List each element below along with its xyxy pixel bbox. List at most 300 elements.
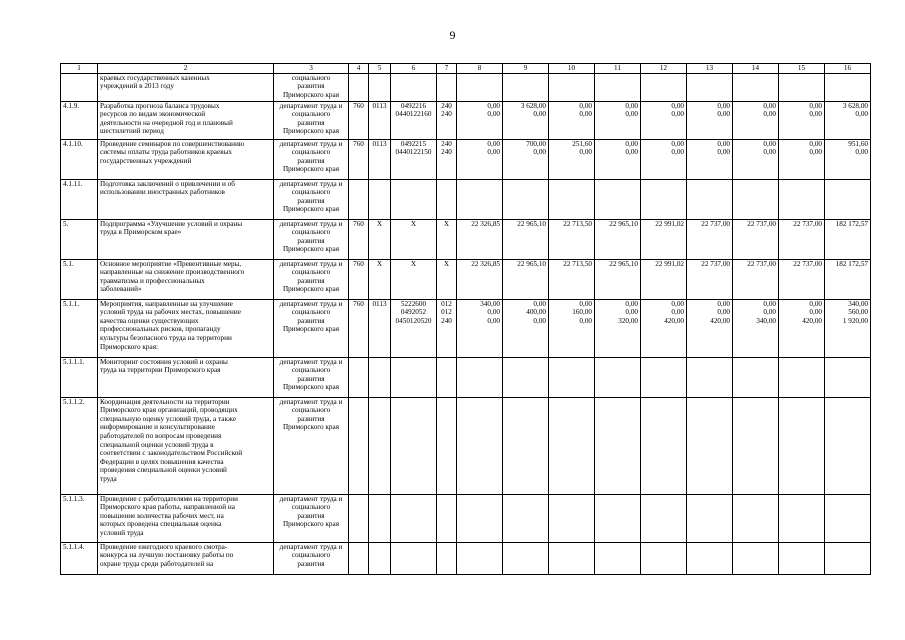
page-number: 9	[449, 28, 456, 42]
row-grbs: 760	[349, 259, 369, 299]
row-amount-value: 0,00	[579, 148, 592, 157]
row-amount	[595, 397, 641, 494]
row-amount-value: 560,00	[848, 308, 868, 317]
row-amount	[503, 101, 549, 139]
row-vr-value: 240	[441, 101, 452, 110]
row-amount	[503, 73, 549, 101]
row-name: Проведение ежегодного краевого смотра- конкурса на лучшую постановку работы по охране труда среди работодателей на	[98, 542, 274, 574]
row-amount	[779, 101, 825, 139]
row-executor: департамент труда и социального развития Приморского края	[274, 494, 349, 542]
row-amount	[549, 179, 595, 219]
row-amount-value: 340,00	[848, 299, 868, 308]
row-rzpr	[369, 494, 391, 542]
row-amount	[779, 73, 825, 101]
table-row	[61, 299, 871, 357]
row-amount-value: 0,00	[855, 148, 868, 157]
row-amount-value: 0,00	[763, 139, 776, 148]
row-vr	[437, 179, 457, 219]
row-amount	[503, 299, 549, 357]
row-executor: департамент труда и социального развития Приморского края	[274, 101, 349, 139]
table-row	[61, 357, 871, 397]
row-amount-value: 0,00	[487, 139, 500, 148]
row-amount-value: 0,00	[625, 299, 638, 308]
row-csr	[391, 299, 437, 357]
header-cell: 15	[779, 64, 825, 74]
row-amount-value: 0,00	[579, 110, 592, 119]
row-amount-value: 0,00	[717, 101, 730, 110]
row-grbs: 760	[349, 299, 369, 357]
row-amount-value: 0,00	[809, 101, 822, 110]
row-amount-value: 420,00	[710, 316, 730, 325]
row-amount-value: 420,00	[664, 316, 684, 325]
row-amount-value: 22 965,10	[517, 259, 546, 268]
row-amount-value: 0,00	[809, 308, 822, 317]
row-amount	[457, 357, 503, 397]
row-amount	[733, 542, 779, 574]
row-amount-value: 0,00	[809, 148, 822, 157]
row-name: Проведение с работодателями на территории Приморского края работы, направленной на повышение количества рабочих мест, на которых проведена специальная оценка условий труда	[98, 494, 274, 542]
row-amount-value: 0,00	[717, 308, 730, 317]
row-amount	[641, 494, 687, 542]
table-row	[61, 397, 871, 494]
row-amount	[825, 494, 871, 542]
row-amount	[779, 219, 825, 259]
row-amount	[687, 139, 733, 179]
row-vr	[437, 101, 457, 139]
row-amount	[641, 357, 687, 397]
row-amount	[503, 357, 549, 397]
row-amount-value: 951,60	[848, 139, 868, 148]
row-amount	[503, 219, 549, 259]
row-csr-value: 0492052	[400, 308, 427, 317]
row-amount	[595, 494, 641, 542]
row-amount	[687, 101, 733, 139]
row-amount-value: 0,00	[579, 316, 592, 325]
row-vr-value: Х	[443, 219, 450, 228]
row-amount	[687, 73, 733, 101]
row-grbs	[349, 397, 369, 494]
header-cell: 13	[687, 64, 733, 74]
row-grbs	[349, 542, 369, 574]
row-amount-value: 0,00	[625, 110, 638, 119]
header-cell: 9	[503, 64, 549, 74]
row-amount-value: 0,00	[671, 308, 684, 317]
row-amount	[595, 299, 641, 357]
row-amount-value: 0,00	[625, 101, 638, 110]
row-amount-value: 700,00	[526, 139, 546, 148]
row-amount	[641, 259, 687, 299]
row-amount	[549, 542, 595, 574]
row-amount	[687, 299, 733, 357]
row-csr-value: Х	[410, 219, 417, 228]
row-vr	[437, 542, 457, 574]
row-amount-value: 22 737,00	[747, 259, 776, 268]
table-row	[61, 259, 871, 299]
row-csr-value: Х	[410, 259, 417, 268]
row-executor: департамент труда и социального развития Приморского края	[274, 139, 349, 179]
row-amount	[825, 542, 871, 574]
row-amount	[825, 219, 871, 259]
row-amount	[825, 397, 871, 494]
row-amount-value: 0,00	[487, 148, 500, 157]
row-amount	[641, 542, 687, 574]
row-amount	[687, 357, 733, 397]
row-amount-value: 0,00	[579, 101, 592, 110]
row-amount-value: 320,00	[618, 316, 638, 325]
row-amount	[641, 219, 687, 259]
row-amount	[503, 542, 549, 574]
row-amount-value: 0,00	[717, 139, 730, 148]
row-amount	[733, 494, 779, 542]
header-cell: 5	[369, 64, 391, 74]
row-vr	[437, 357, 457, 397]
row-rzpr: 0113	[369, 299, 391, 357]
row-amount	[779, 259, 825, 299]
row-name: Проведение семинаров по совершенствованию системы оплаты труда работников краевых государственных учреждений	[98, 139, 274, 179]
row-name: краевых государственных казенных учреждений в 2013 году	[98, 73, 274, 101]
row-amount-value: 0,00	[809, 139, 822, 148]
row-amount-value: 22 965,10	[517, 219, 546, 228]
header-cell: 16	[825, 64, 871, 74]
row-amount	[733, 73, 779, 101]
row-csr	[391, 179, 437, 219]
row-amount-value: 0,00	[717, 299, 730, 308]
row-rzpr: Х	[369, 219, 391, 259]
row-amount	[549, 357, 595, 397]
row-amount-value: 22 326,85	[471, 219, 500, 228]
row-vr-value: Х	[443, 259, 450, 268]
row-amount	[457, 179, 503, 219]
row-amount-value: 22 737,00	[793, 259, 822, 268]
row-csr	[391, 397, 437, 494]
row-amount	[779, 299, 825, 357]
row-code: 4.1.10.	[61, 139, 98, 179]
row-amount-value: 0,00	[579, 299, 592, 308]
row-amount	[503, 494, 549, 542]
row-rzpr	[369, 357, 391, 397]
row-amount-value: 22 965,10	[609, 219, 638, 228]
row-amount-value: 0,00	[855, 110, 868, 119]
row-amount	[549, 101, 595, 139]
row-vr-value: 012	[441, 308, 452, 317]
row-amount	[779, 542, 825, 574]
row-amount-value: 0,00	[625, 148, 638, 157]
row-csr	[391, 219, 437, 259]
row-amount	[457, 299, 503, 357]
row-amount	[779, 397, 825, 494]
row-amount	[595, 219, 641, 259]
row-amount	[503, 139, 549, 179]
row-vr	[437, 494, 457, 542]
row-amount	[457, 542, 503, 574]
row-amount	[641, 101, 687, 139]
row-amount-value: 0,00	[671, 101, 684, 110]
row-amount-value: 420,00	[802, 316, 822, 325]
row-amount-value: 22 737,00	[747, 219, 776, 228]
row-amount-value: 22 991,02	[655, 219, 684, 228]
header-cell: 14	[733, 64, 779, 74]
header-cell: 2	[98, 64, 274, 74]
row-name: Координация деятельности на территории Приморского края организаций, проводящих специальную оценку условий труда, а также информирование и консультирование работодателей по вопросам проведения специальной оценки условий труда в соответствии с законодательством Российской Федерации в целях повышения качества проведения специальной оценки условий труда	[98, 397, 274, 494]
row-csr-value: 0492215	[400, 139, 427, 148]
row-executor: департамент труда и социального развития	[274, 542, 349, 574]
row-amount-value: 0,00	[671, 139, 684, 148]
row-amount	[687, 259, 733, 299]
row-csr	[391, 73, 437, 101]
row-amount-value: 182 172,57	[835, 219, 868, 228]
row-amount-value: 22 713,50	[563, 259, 592, 268]
row-rzpr: 0113	[369, 101, 391, 139]
row-amount-value: 251,60	[572, 139, 592, 148]
row-amount-value: 0,00	[717, 148, 730, 157]
row-amount-value: 0,00	[487, 316, 500, 325]
row-amount	[687, 219, 733, 259]
row-executor: департамент труда и социального развития Приморского края	[274, 259, 349, 299]
row-csr-value: 5222600	[400, 299, 427, 308]
row-rzpr: 0113	[369, 139, 391, 179]
row-amount	[549, 73, 595, 101]
row-vr	[437, 259, 457, 299]
header-cell: 4	[349, 64, 369, 74]
header-cell: 12	[641, 64, 687, 74]
row-amount	[641, 397, 687, 494]
row-amount-value: 0,00	[533, 110, 546, 119]
row-amount	[457, 219, 503, 259]
row-executor: департамент труда и социального развития Приморского края	[274, 219, 349, 259]
row-amount-value: 400,00	[526, 308, 546, 317]
row-amount-value: 0,00	[763, 148, 776, 157]
row-amount-value: 22 326,85	[471, 259, 500, 268]
row-amount	[457, 139, 503, 179]
row-executor: департамент труда и социального развития Приморского края	[274, 397, 349, 494]
row-amount	[779, 357, 825, 397]
row-amount-value: 22 965,10	[609, 259, 638, 268]
table-row	[61, 139, 871, 179]
row-amount-value: 1 920,00	[842, 316, 868, 325]
row-grbs	[349, 73, 369, 101]
row-rzpr	[369, 542, 391, 574]
row-amount	[825, 73, 871, 101]
row-amount	[503, 397, 549, 494]
row-amount	[641, 73, 687, 101]
table-row	[61, 179, 871, 219]
row-amount-value: 0,00	[625, 139, 638, 148]
row-amount	[733, 397, 779, 494]
row-vr-value: 240	[441, 139, 452, 148]
row-amount	[779, 139, 825, 179]
row-csr-value: 0492216	[400, 101, 427, 110]
row-amount	[733, 357, 779, 397]
row-amount	[825, 357, 871, 397]
row-csr	[391, 542, 437, 574]
row-amount-value: 22 991,02	[655, 259, 684, 268]
row-amount	[641, 299, 687, 357]
row-amount	[641, 179, 687, 219]
row-csr	[391, 101, 437, 139]
row-code: 5.1.1.2.	[61, 397, 98, 494]
table-row	[61, 542, 871, 574]
row-code: 5.1.	[61, 259, 98, 299]
row-amount	[457, 101, 503, 139]
row-executor: департамент труда и социального развития Приморского края	[274, 179, 349, 219]
header-cell: 1	[61, 64, 98, 74]
row-amount	[733, 219, 779, 259]
row-amount	[457, 494, 503, 542]
row-amount-value: 22 737,00	[793, 219, 822, 228]
row-amount	[733, 139, 779, 179]
row-vr	[437, 139, 457, 179]
row-code: 4.1.9.	[61, 101, 98, 139]
row-grbs: 760	[349, 139, 369, 179]
row-amount	[733, 179, 779, 219]
row-amount	[687, 179, 733, 219]
row-amount-value: 22 737,00	[701, 219, 730, 228]
row-amount	[733, 101, 779, 139]
row-amount	[825, 179, 871, 219]
row-amount-value: 0,00	[671, 110, 684, 119]
row-amount-value: 22 737,00	[701, 259, 730, 268]
row-rzpr	[369, 397, 391, 494]
header-cell: 7	[437, 64, 457, 74]
row-amount	[687, 397, 733, 494]
row-amount	[825, 299, 871, 357]
row-vr-value: 240	[441, 110, 452, 119]
row-name: Подготовка заключений о привлечении и об использовании иностранных работников	[98, 179, 274, 219]
row-amount	[549, 299, 595, 357]
row-amount	[503, 259, 549, 299]
row-amount-value: 0,00	[671, 148, 684, 157]
row-code: 5.1.1.1.	[61, 357, 98, 397]
row-amount	[595, 139, 641, 179]
row-grbs	[349, 494, 369, 542]
row-amount-value: 0,00	[763, 308, 776, 317]
header-cell: 11	[595, 64, 641, 74]
row-vr-value: 240	[441, 316, 452, 325]
row-amount	[595, 259, 641, 299]
row-grbs	[349, 357, 369, 397]
row-amount-value: 0,00	[533, 299, 546, 308]
row-amount-value: 22 713,50	[563, 219, 592, 228]
row-amount	[595, 179, 641, 219]
row-amount-value: 3 628,00	[842, 101, 868, 110]
row-csr-value: 0440122160	[395, 110, 432, 119]
row-amount-value: 0,00	[809, 299, 822, 308]
row-vr	[437, 299, 457, 357]
row-amount	[825, 101, 871, 139]
row-grbs: 760	[349, 101, 369, 139]
row-amount-value: 0,00	[763, 101, 776, 110]
row-vr	[437, 219, 457, 259]
row-vr	[437, 73, 457, 101]
row-vr-value: 012	[441, 299, 452, 308]
header-cell: 8	[457, 64, 503, 74]
row-code: 5.1.1.	[61, 299, 98, 357]
row-csr-value: 0440122150	[395, 148, 432, 157]
row-name: Мониторинг состояния условий и охраны труда на территории Приморского края	[98, 357, 274, 397]
row-grbs	[349, 179, 369, 219]
row-code: 4.1.11.	[61, 179, 98, 219]
row-csr	[391, 357, 437, 397]
row-amount	[549, 397, 595, 494]
row-amount	[595, 542, 641, 574]
row-amount	[457, 397, 503, 494]
table-row	[61, 494, 871, 542]
row-amount-value: 0,00	[487, 101, 500, 110]
row-csr	[391, 259, 437, 299]
row-rzpr	[369, 73, 391, 101]
row-code: 5.1.1.3.	[61, 494, 98, 542]
header-row	[61, 64, 871, 74]
row-csr	[391, 139, 437, 179]
row-amount	[779, 494, 825, 542]
row-amount	[641, 139, 687, 179]
row-amount	[825, 259, 871, 299]
row-vr	[437, 397, 457, 494]
row-amount-value: 182 172,57	[835, 259, 868, 268]
row-amount-value: 0,00	[487, 308, 500, 317]
row-amount-value: 0,00	[809, 110, 822, 119]
row-amount	[549, 494, 595, 542]
row-amount-value: 0,00	[763, 299, 776, 308]
row-amount-value: 0,00	[533, 316, 546, 325]
row-amount	[549, 139, 595, 179]
row-amount-value: 0,00	[533, 148, 546, 157]
row-code: 5.1.1.4.	[61, 542, 98, 574]
header-cell: 6	[391, 64, 437, 74]
program-table	[60, 63, 871, 575]
row-csr-value: 0450120520	[395, 316, 432, 325]
row-executor: департамент труда и социального развития Приморского края	[274, 299, 349, 357]
row-amount-value: 0,00	[625, 308, 638, 317]
row-rzpr: Х	[369, 259, 391, 299]
row-amount	[825, 139, 871, 179]
row-code	[61, 73, 98, 101]
row-amount	[687, 494, 733, 542]
row-name: Подпрограмма «Улучшение условий и охраны труда в Приморском крае»	[98, 219, 274, 259]
row-executor: департамент труда и социального развития Приморского края	[274, 357, 349, 397]
row-amount-value: 0,00	[717, 110, 730, 119]
row-amount-value: 0,00	[487, 110, 500, 119]
header-cell: 10	[549, 64, 595, 74]
row-amount	[687, 542, 733, 574]
row-grbs: 760	[349, 219, 369, 259]
row-amount-value: 160,00	[572, 308, 592, 317]
row-amount	[733, 259, 779, 299]
row-amount	[457, 73, 503, 101]
table-row	[61, 101, 871, 139]
row-amount	[733, 299, 779, 357]
table-row	[61, 73, 871, 101]
row-csr	[391, 494, 437, 542]
row-amount-value: 3 628,00	[520, 101, 546, 110]
row-amount	[549, 259, 595, 299]
row-rzpr	[369, 179, 391, 219]
row-amount-value: 0,00	[671, 299, 684, 308]
row-amount-value: 340,00	[480, 299, 500, 308]
row-name: Основное мероприятие «Превентивные меры, направленные на снижение производственного травматизма и профессиональных заболеваний»	[98, 259, 274, 299]
row-amount	[549, 219, 595, 259]
row-code: 5.	[61, 219, 98, 259]
row-amount	[457, 259, 503, 299]
row-name: Мероприятия, направленные на улучшение условий труда на рабочих местах, повышение качества оценки существующих профессиональных рисков, пропаганду культуры безопасного труда на территории Приморского края:	[98, 299, 274, 357]
row-amount	[595, 101, 641, 139]
row-amount	[595, 73, 641, 101]
row-vr-value: 240	[441, 148, 452, 157]
row-amount	[779, 179, 825, 219]
row-amount	[595, 357, 641, 397]
row-executor: социального развития Приморского края	[274, 73, 349, 101]
row-amount-value: 0,00	[763, 110, 776, 119]
